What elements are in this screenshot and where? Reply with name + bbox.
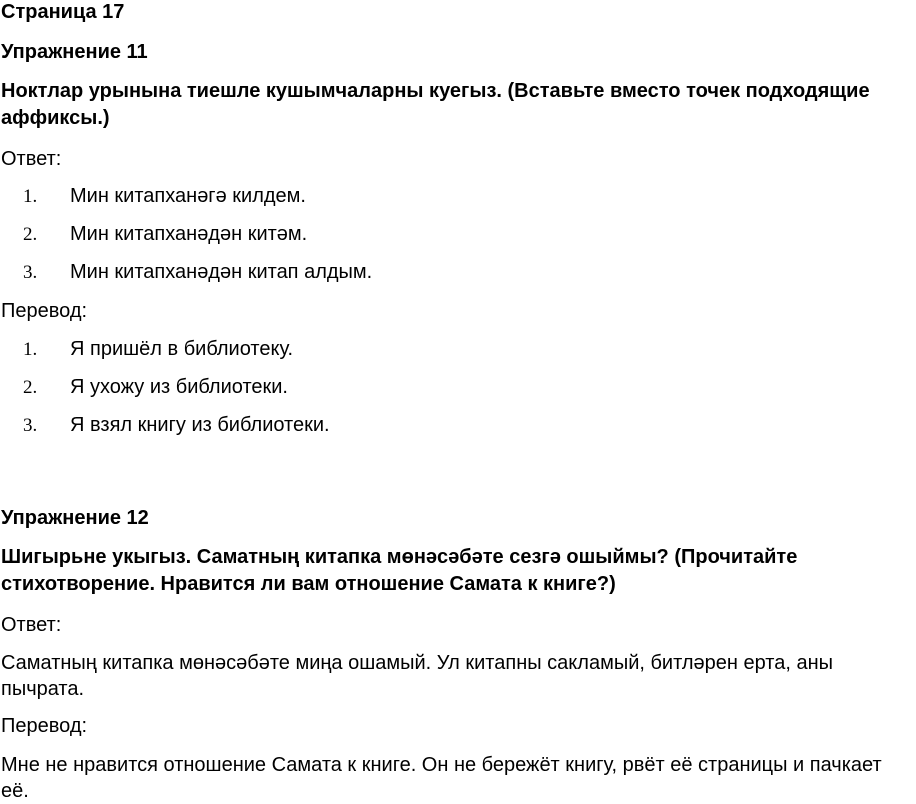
- list-item-text: Я пришёл в библиотеку.: [70, 338, 293, 360]
- list-number: 2.: [23, 377, 38, 398]
- list-item: [1, 222, 601, 260]
- exercise-11-task: Ноктлар урынына тиешле кушымчаларны куегыз. (Вставьте вместо точек подходящие аффиксы.): [1, 80, 870, 129]
- list-number: 3.: [23, 262, 38, 283]
- exercise-12-translation-text: Мне не нравится отношение Самата к книге. Он не бережёт книгу, рвёт её страницы и пачкает её.: [1, 754, 882, 802]
- list-item-text: Я ухожу из библиотеки.: [70, 376, 288, 398]
- exercise-11-translation-list: [1, 337, 601, 451]
- page-title: Страница 17: [1, 1, 125, 23]
- list-number: 1.: [23, 339, 38, 360]
- list-item-text: Мин китапханәдән китәм.: [70, 223, 308, 245]
- list-number: 1.: [23, 186, 38, 207]
- exercise-12-title: Упражнение 12: [1, 507, 149, 529]
- list-item: [1, 260, 601, 298]
- list-number: 3.: [23, 415, 38, 436]
- exercise-11-translation-label: Перевод:: [1, 300, 88, 322]
- list-item: [1, 184, 601, 222]
- exercise-12-answer-label: Ответ:: [1, 614, 62, 636]
- exercise-11-answer-list: [1, 184, 601, 298]
- list-item-text: Мин китапханәгә килдем.: [70, 185, 306, 207]
- exercise-12-task: Шигырьне укыгыз. Саматның китапка мөнәсәбәте сезгә ошыймы? (Прочитайте стихотворение. Нравится ли вам отношение Самата к книге?): [1, 546, 798, 595]
- list-number: 2.: [23, 224, 38, 245]
- exercise-11-answer-label: Ответ:: [1, 148, 62, 170]
- list-item-text: Я взял книгу из библиотеки.: [70, 414, 330, 436]
- exercise-12-answer-text: Саматның китапка мөнәсәбәте миңа ошамый. Ул китапны сакламый, битләрен ерта, аны пычрата.: [1, 652, 833, 700]
- exercise-12-translation-label: Перевод:: [1, 715, 88, 737]
- list-item: [1, 413, 601, 451]
- list-item-text: Мин китапханәдән китап алдым.: [70, 261, 373, 283]
- list-item: [1, 337, 601, 375]
- exercise-11-title: Упражнение 11: [1, 41, 148, 63]
- list-item: [1, 375, 601, 413]
